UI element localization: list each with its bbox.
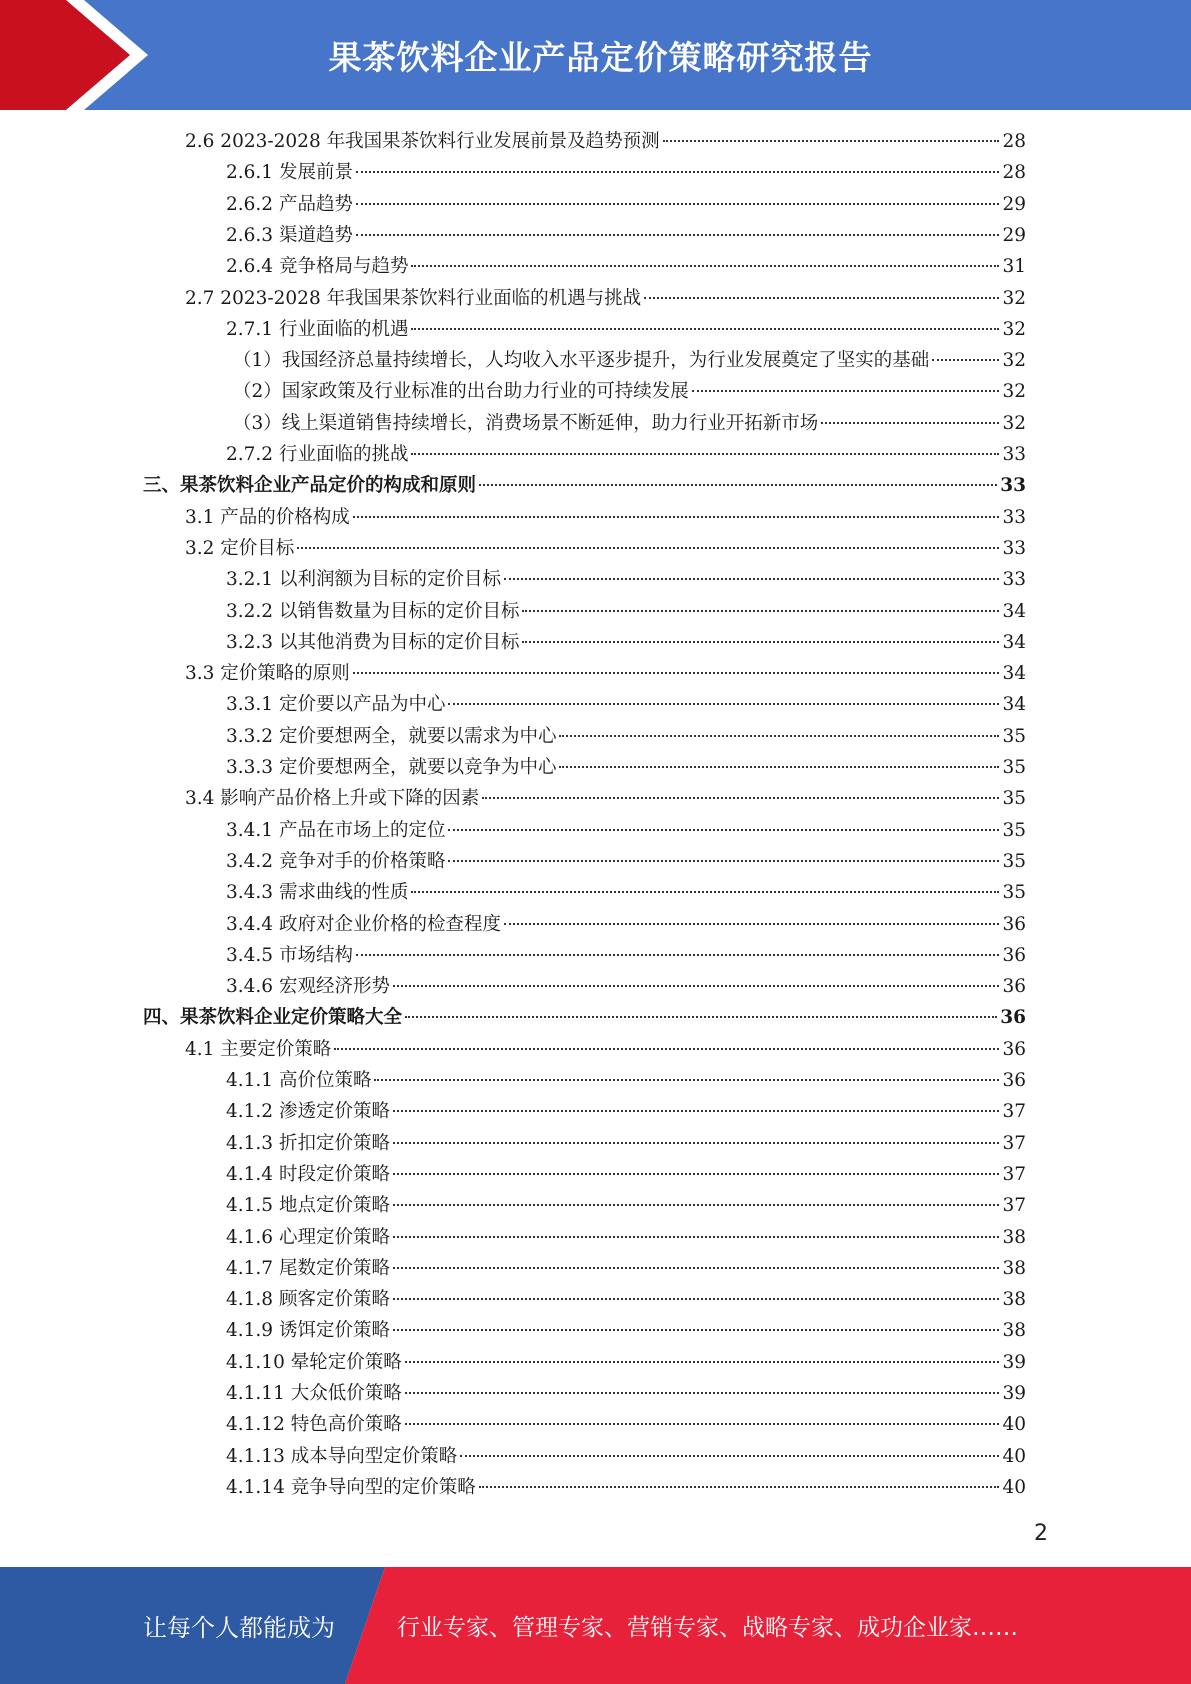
toc-entry-title: 3.4.4 政府对企业价格的检查程度	[226, 913, 501, 935]
toc-dot-leader	[405, 1423, 1000, 1425]
page-header	[0, 0, 1191, 110]
toc-entry-title: 2.7 2023-2028 年我国果茶饮料行业面临的机遇与挑战	[185, 287, 642, 309]
toc-dot-leader	[504, 578, 999, 580]
toc-entry-page: 37	[1002, 1132, 1026, 1154]
toc-entry-title: 4.1.1 高价位策略	[226, 1070, 372, 1091]
toc-entry-page: 36	[1002, 1070, 1026, 1091]
toc-entry[interactable]	[226, 1441, 1026, 1472]
toc-dot-leader	[353, 672, 1000, 674]
toc-entry-title: 2.6 2023-2028 年我国果茶饮料行业发展前景及趋势预测	[185, 131, 660, 152]
toc-entry[interactable]	[185, 126, 1026, 157]
toc-entry-page: 32	[1002, 350, 1026, 372]
toc-dot-leader	[559, 766, 999, 768]
toc-dot-leader	[356, 203, 1000, 205]
toc-entry[interactable]	[226, 157, 1026, 188]
toc-entry-title: 3.4 影响产品价格上升或下降的因素	[185, 788, 480, 810]
toc-dot-leader	[405, 1392, 1000, 1394]
toc-entry-page: 34	[1002, 663, 1026, 685]
toc-entry-page: 33	[1000, 475, 1026, 497]
toc-entry[interactable]	[226, 815, 1026, 846]
toc-entry-page: 32	[1002, 318, 1026, 340]
toc-dot-leader	[448, 860, 999, 862]
toc-dot-leader	[559, 735, 999, 737]
toc-entry-title: 3.2.2 以销售数量为目标的定价目标	[226, 600, 520, 622]
toc-entry-page: 35	[1002, 725, 1026, 747]
page-footer	[0, 1567, 1191, 1684]
toc-entry-page: 35	[1002, 757, 1026, 778]
toc-entry-title: 三、果茶饮料企业产品定价的构成和原则	[143, 475, 477, 497]
toc-entry[interactable]	[226, 1378, 1026, 1409]
toc-entry[interactable]	[226, 689, 1026, 720]
toc-entry[interactable]	[185, 1034, 1026, 1065]
toc-entry[interactable]	[226, 251, 1026, 282]
toc-entry-title: 3.4.1 产品在市场上的定位	[226, 819, 446, 841]
toc-dot-leader	[297, 547, 999, 549]
toc-entry-title: （3）线上渠道销售持续增长，消费场景不断延伸，助力行业开拓新市场	[233, 412, 819, 434]
toc-dot-leader	[393, 1204, 999, 1206]
toc-entry-title: 2.6.3 渠道趋势	[226, 224, 353, 246]
toc-entry-page: 40	[1002, 1476, 1026, 1498]
toc-entry-page: 38	[1002, 1226, 1026, 1248]
toc-entry-title: 4.1.4 时段定价策略	[226, 1163, 390, 1185]
toc-entry-page: 28	[1002, 131, 1026, 152]
toc-dot-leader	[393, 985, 999, 987]
toc-entry[interactable]	[143, 1002, 1026, 1033]
toc-entry[interactable]	[185, 502, 1026, 533]
toc-entry-title: 4.1.8 顾客定价策略	[226, 1289, 390, 1311]
toc-dot-leader	[356, 234, 1000, 236]
toc-entry-title: 4.1.7 尾数定价策略	[226, 1257, 390, 1279]
toc-entry-title: 4.1.3 折扣定价策略	[226, 1132, 390, 1154]
toc-entry-page: 35	[1002, 819, 1026, 841]
toc-dot-leader	[479, 1486, 1000, 1488]
toc-entry-page: 36	[1002, 944, 1026, 966]
toc-entry[interactable]	[226, 971, 1026, 1002]
toc-entry[interactable]	[185, 783, 1026, 814]
toc-entry[interactable]	[226, 1222, 1026, 1253]
toc-entry-page: 33	[1002, 537, 1026, 559]
toc-entry[interactable]	[226, 1190, 1026, 1221]
toc-entry[interactable]	[226, 439, 1026, 470]
toc-entry-page: 38	[1002, 1257, 1026, 1279]
toc-entry-page: 36	[1000, 1007, 1026, 1029]
toc-dot-leader	[353, 516, 1000, 518]
toc-entry-page: 29	[1002, 224, 1026, 246]
toc-entry-page: 36	[1002, 976, 1026, 998]
toc-entry-page: 32	[1002, 412, 1026, 434]
toc-dot-leader	[644, 297, 999, 299]
toc-entry[interactable]	[226, 189, 1026, 220]
toc-entry-title: 3.2.3 以其他消费为目标的定价目标	[226, 631, 520, 653]
toc-entry-title: 4.1.6 心理定价策略	[226, 1226, 390, 1248]
toc-entry-title: 4.1.13 成本导向型定价策略	[226, 1445, 458, 1467]
toc-entry-title: 2.6.4 竞争格局与趋势	[226, 256, 409, 278]
toc-entry-title: 3.3.1 定价要以产品为中心	[226, 694, 446, 716]
toc-entry-page: 37	[1002, 1195, 1026, 1217]
toc-dot-leader	[393, 1173, 999, 1175]
toc-dot-leader	[405, 1016, 997, 1018]
toc-entry-page: 28	[1002, 162, 1026, 184]
footer-slogan-left: 让每个人都能成为	[143, 1614, 335, 1642]
toc-entry-title: 3.3.2 定价要想两全，就要以需求为中心	[226, 725, 557, 747]
toc-entry[interactable]	[226, 220, 1026, 251]
toc-dot-leader	[482, 797, 999, 799]
toc-entry-title: 3.3.3 定价要想两全，就要以竞争为中心	[226, 757, 557, 778]
toc-dot-leader	[522, 641, 999, 643]
toc-entry-page: 35	[1002, 882, 1026, 904]
toc-dot-leader	[393, 1298, 999, 1300]
toc-dot-leader	[448, 703, 999, 705]
toc-entry-title: 2.6.1 发展前景	[226, 162, 353, 184]
toc-entry[interactable]	[226, 909, 1026, 940]
toc-entry-page: 38	[1002, 1320, 1026, 1342]
toc-dot-leader	[411, 265, 999, 267]
toc-entry[interactable]	[233, 408, 1026, 439]
toc-entry[interactable]	[226, 940, 1026, 971]
toc-entry-page: 34	[1002, 631, 1026, 653]
toc-dot-leader	[411, 328, 999, 330]
toc-entry-title: 2.6.2 产品趋势	[226, 193, 353, 215]
toc-entry[interactable]	[226, 721, 1026, 752]
toc-entry[interactable]	[143, 470, 1026, 501]
toc-entry-title: 3.4.3 需求曲线的性质	[226, 882, 409, 904]
toc-entry-title: （2）国家政策及行业标准的出台助力行业的可持续发展	[233, 381, 689, 403]
toc-dot-leader	[479, 484, 997, 486]
toc-entry[interactable]	[226, 752, 1026, 783]
toc-dot-leader	[460, 1455, 999, 1457]
toc-dot-leader	[932, 359, 999, 361]
toc-entry-page: 40	[1002, 1445, 1026, 1467]
footer-slogan-right: 行业专家、管理专家、营销专家、战略专家、成功企业家……	[397, 1615, 1018, 1641]
toc-entry[interactable]	[226, 1128, 1026, 1159]
toc-dot-leader	[692, 390, 1000, 392]
toc-entry-page: 36	[1002, 913, 1026, 935]
toc-entry-title: 4.1 主要定价策略	[185, 1038, 332, 1060]
toc-entry-page: 35	[1002, 850, 1026, 872]
toc-entry-page: 39	[1002, 1351, 1026, 1373]
toc-dot-leader	[393, 1329, 999, 1331]
toc-entry-title: 3.2 定价目标	[185, 537, 295, 559]
toc-entry[interactable]	[226, 627, 1026, 658]
toc-entry-title: 4.1.11 大众低价策略	[226, 1383, 402, 1404]
toc-entry-title: 3.1 产品的价格构成	[185, 506, 350, 528]
toc-dot-leader	[334, 1048, 999, 1050]
toc-entry[interactable]	[226, 314, 1026, 345]
toc-entry-page: 37	[1002, 1163, 1026, 1185]
toc-entry-title: 2.7.2 行业面临的挑战	[226, 444, 409, 465]
toc-entry-title: 4.1.5 地点定价策略	[226, 1195, 390, 1217]
toc-entry[interactable]	[185, 283, 1026, 314]
toc-entry[interactable]	[226, 1096, 1026, 1127]
toc-entry-page: 32	[1002, 287, 1026, 309]
toc-dot-leader	[374, 1079, 999, 1081]
toc-entry-title: 4.1.9 诱饵定价策略	[226, 1320, 390, 1342]
toc-entry-title: 3.4.5 市场结构	[226, 944, 353, 966]
toc-entry-page: 29	[1002, 193, 1026, 215]
toc-entry[interactable]	[226, 846, 1026, 877]
toc-entry[interactable]	[226, 1347, 1026, 1378]
toc-entry[interactable]	[226, 1472, 1026, 1503]
toc-dot-leader	[393, 1110, 999, 1112]
toc-dot-leader	[393, 1267, 999, 1269]
toc-entry-page: 31	[1002, 256, 1026, 278]
toc-dot-leader	[504, 923, 999, 925]
toc-entry-title: 3.2.1 以利润额为目标的定价目标	[226, 569, 501, 591]
toc-entry[interactable]	[226, 1159, 1026, 1190]
toc-entry[interactable]	[226, 1409, 1026, 1440]
toc-entry-title: 3.4.6 宏观经济形势	[226, 976, 390, 998]
toc-entry[interactable]	[226, 564, 1026, 595]
toc-entry-title: 4.1.10 晕轮定价策略	[226, 1351, 402, 1373]
report-title: 果茶饮料企业产品定价策略研究报告	[328, 37, 873, 77]
toc-entry[interactable]	[226, 596, 1026, 627]
toc-entry[interactable]	[233, 376, 1026, 407]
toc-entry[interactable]	[185, 658, 1026, 689]
toc-dot-leader	[356, 954, 1000, 956]
toc-entry-page: 39	[1002, 1383, 1026, 1404]
toc-entry-page: 36	[1002, 1038, 1026, 1060]
toc-entry-title: （1）我国经济总量持续增长，人均收入水平逐步提升，为行业发展奠定了坚实的基础	[233, 350, 930, 372]
toc-entry-title: 4.1.2 渗透定价策略	[226, 1101, 390, 1123]
toc-entry-page: 32	[1002, 381, 1026, 403]
toc-entry[interactable]	[226, 1315, 1026, 1346]
toc-dot-leader	[411, 891, 999, 893]
toc-entry[interactable]	[185, 533, 1026, 564]
toc-dot-leader	[522, 610, 999, 612]
toc-dot-leader	[448, 829, 999, 831]
toc-entry[interactable]	[233, 345, 1026, 376]
toc-dot-leader	[405, 1361, 1000, 1363]
toc-dot-leader	[821, 422, 999, 424]
toc-entry-title: 2.7.1 行业面临的机遇	[226, 318, 409, 340]
toc-entry-title: 3.3 定价策略的原则	[185, 663, 350, 685]
toc-entry-page: 34	[1002, 600, 1026, 622]
toc-entry-page: 33	[1002, 444, 1026, 465]
toc-dot-leader	[356, 171, 1000, 173]
toc-entry-title: 3.4.2 竞争对手的价格策略	[226, 850, 446, 872]
toc-entry-page: 33	[1002, 569, 1026, 591]
toc-entry-page: 33	[1002, 506, 1026, 528]
page-number: 2	[1034, 1521, 1048, 1546]
toc-entry-title: 4.1.14 竞争导向型的定价策略	[226, 1476, 476, 1498]
toc-entry-page: 34	[1002, 694, 1026, 716]
toc-dot-leader	[393, 1142, 999, 1144]
toc-entry[interactable]	[226, 1284, 1026, 1315]
toc-entry-title: 4.1.12 特色高价策略	[226, 1414, 402, 1436]
toc-entry-page: 37	[1002, 1101, 1026, 1123]
toc-entry-page: 40	[1002, 1414, 1026, 1436]
toc-entry[interactable]	[226, 1065, 1026, 1096]
toc-entry-page: 38	[1002, 1289, 1026, 1311]
toc-entry-title: 四、果茶饮料企业定价策略大全	[143, 1007, 403, 1029]
toc-dot-leader	[411, 453, 999, 455]
toc-dot-leader	[663, 140, 1000, 142]
toc-entry[interactable]	[226, 877, 1026, 908]
toc-entry[interactable]	[226, 1253, 1026, 1284]
toc-entry-page: 35	[1002, 788, 1026, 810]
toc-dot-leader	[393, 1236, 999, 1238]
